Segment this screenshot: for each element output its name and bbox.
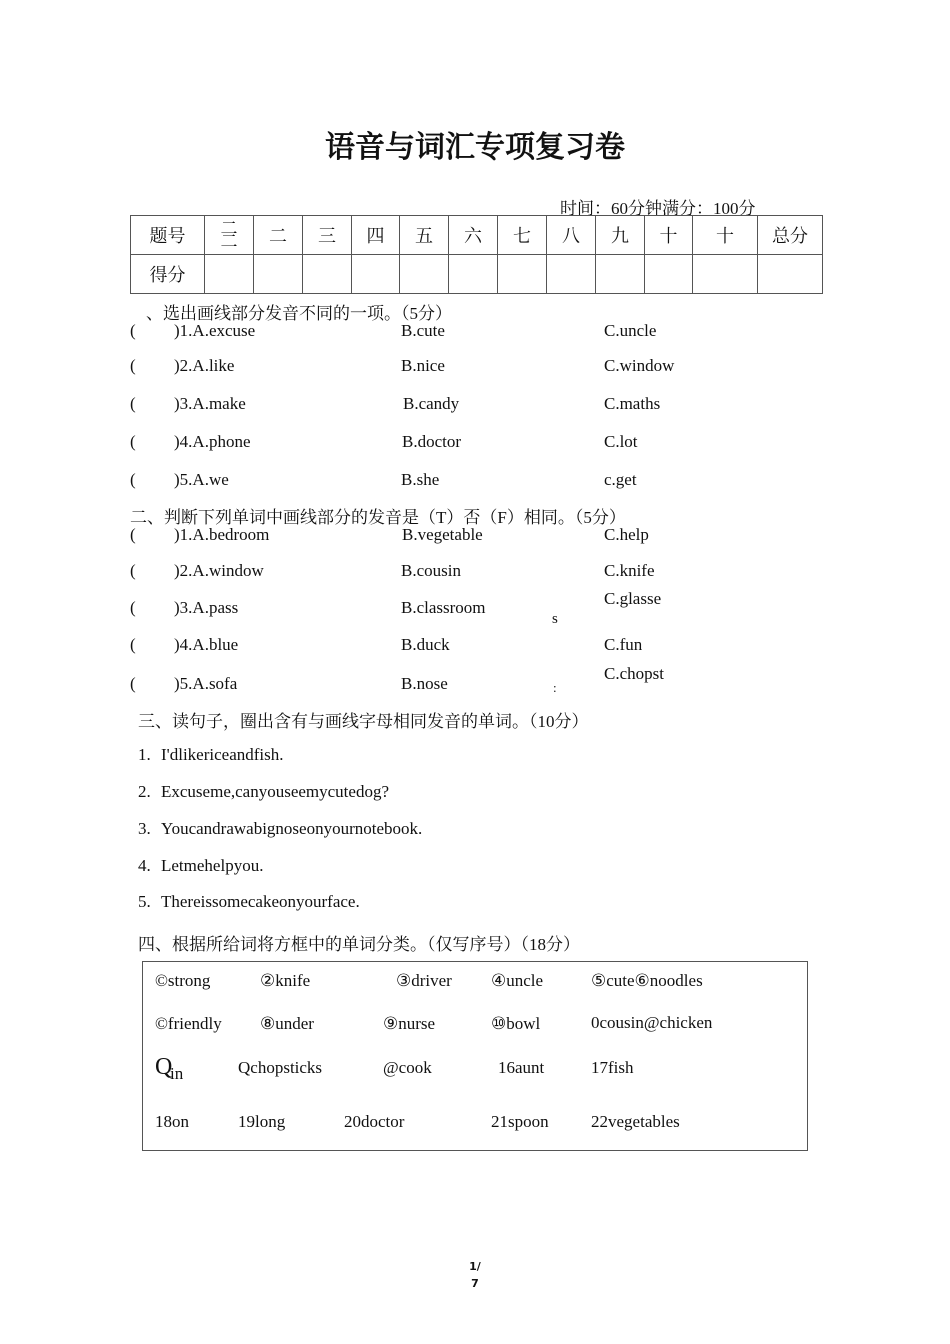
sentence-number: 4. xyxy=(138,856,151,875)
question-paren: ( xyxy=(130,674,136,693)
option-a: )5.A.sofa xyxy=(174,674,238,693)
page-total: 7 xyxy=(471,1277,479,1290)
question-paren: ( xyxy=(130,598,136,617)
word-item: 0cousin@chicken xyxy=(591,1013,713,1032)
option-a: )2.A.window xyxy=(174,561,264,580)
option-b: B.cute xyxy=(401,321,445,340)
word-item: 19long xyxy=(238,1112,286,1131)
word-item: 17fish xyxy=(591,1058,634,1077)
sentence-number: 2. xyxy=(138,782,151,801)
option-c: C.glasse xyxy=(604,589,662,608)
option-c: C.knife xyxy=(604,561,655,580)
word-item: 18on xyxy=(155,1112,189,1131)
option-a: )3.A.make xyxy=(174,394,246,413)
option-b: B.doctor xyxy=(402,432,462,451)
option-c: C.lot xyxy=(604,432,638,451)
option-b: B.nice xyxy=(401,356,445,375)
header-cell: 四 xyxy=(352,216,400,255)
score-cell[interactable] xyxy=(758,255,823,294)
header-cell: 题号 xyxy=(131,216,205,255)
section1-heading: 、选出画线部分发音不同的一项。（5分） xyxy=(146,304,452,323)
header-cell: 总分 xyxy=(758,216,823,255)
option-a: )5.A.we xyxy=(174,470,229,489)
question-paren: ( xyxy=(130,561,136,580)
option-c: C.chopst xyxy=(604,664,664,683)
word-item: ©strong xyxy=(155,971,211,990)
sentence-number: 1. xyxy=(138,745,151,764)
sentence-text: Letmehelpyou. xyxy=(161,856,264,875)
word-item: ②knife xyxy=(260,971,311,990)
word-item: in xyxy=(170,1064,184,1083)
header-cell: 五 xyxy=(400,216,449,255)
score-cell[interactable] xyxy=(449,255,498,294)
page-number: 1/ xyxy=(469,1260,481,1273)
option-b: B.classroom xyxy=(401,598,486,617)
option-c: C.maths xyxy=(604,394,661,413)
option-a: )2.A.like xyxy=(174,356,235,375)
header-cell: 十 xyxy=(693,216,758,255)
header-cell: 二 xyxy=(254,216,303,255)
header-cell: 七 xyxy=(498,216,547,255)
word-item: Qchopsticks xyxy=(238,1058,323,1077)
word-item: ③driver xyxy=(396,971,452,990)
question-paren: ( xyxy=(130,394,136,413)
word-item: ④uncle xyxy=(491,971,544,990)
score-table-score-row xyxy=(131,255,823,294)
section2-heading: 二、判断下列单词中画线部分的发音是（T）否（F）相同。（5分） xyxy=(130,508,626,527)
header-cell: 十 xyxy=(645,216,693,255)
score-table xyxy=(130,215,823,294)
question-paren: ( xyxy=(130,470,136,489)
question-paren: ( xyxy=(130,432,136,451)
sentence-text: Youcandrawabignoseonyournotebook. xyxy=(161,819,423,838)
option-a: )3.A.pass xyxy=(174,598,239,617)
header-cell: 三 xyxy=(303,216,352,255)
question-paren: ( xyxy=(130,356,136,375)
option-b: B.cousin xyxy=(401,561,461,580)
score-cell[interactable] xyxy=(303,255,352,294)
score-cell[interactable] xyxy=(693,255,758,294)
option-a: )1.A.excuse xyxy=(174,321,256,340)
header-cell: 六 xyxy=(449,216,498,255)
score-cell[interactable] xyxy=(645,255,693,294)
sentence-number: 3. xyxy=(138,819,151,838)
sentence-text: Thereissomecakeonyourface. xyxy=(161,892,360,911)
time-score-info: 时间：60分钟满分：100分 xyxy=(560,199,756,218)
sentence-text: I'dlikericeandfish. xyxy=(161,745,284,764)
word-item: ⑨nurse xyxy=(383,1014,436,1033)
option-a: )4.A.blue xyxy=(174,635,239,654)
question-paren: ( xyxy=(130,525,136,544)
word-item: 21spoon xyxy=(491,1112,549,1131)
score-cell[interactable] xyxy=(254,255,303,294)
option-b: B.she xyxy=(401,470,440,489)
option-c: C.uncle xyxy=(604,321,657,340)
score-table-header-row xyxy=(131,216,823,255)
sentence-text: Excuseme,canyouseemycutedog? xyxy=(161,782,389,801)
word-item: ⑩bowl xyxy=(491,1014,541,1033)
option-a: )1.A.bedroom xyxy=(174,525,270,544)
page-title: 语音与词汇专项复习卷 xyxy=(325,130,625,165)
header-cell: 九 xyxy=(596,216,645,255)
score-cell[interactable] xyxy=(596,255,645,294)
option-c: c.get xyxy=(604,470,637,489)
option-b: B.vegetable xyxy=(402,525,483,544)
section3-heading: 三、读句子，圈出含有与画线字母相同发音的单词。（10分） xyxy=(138,712,589,731)
option-a: )4.A.phone xyxy=(174,432,251,451)
score-cell[interactable] xyxy=(352,255,400,294)
word-item: 20doctor xyxy=(344,1112,405,1131)
score-cell[interactable] xyxy=(400,255,449,294)
word-item: 22vegetables xyxy=(591,1112,680,1131)
word-item-glyph: Q xyxy=(155,1054,173,1080)
score-cell[interactable] xyxy=(547,255,596,294)
header-cell: 八 xyxy=(547,216,596,255)
option-c: C.window xyxy=(604,356,675,375)
word-item: @cook xyxy=(383,1058,432,1077)
stray-mark: : xyxy=(553,680,557,695)
header-cell: 二 二 xyxy=(205,216,254,255)
question-paren: ( xyxy=(130,635,136,654)
score-cell[interactable] xyxy=(205,255,254,294)
option-c: C.fun xyxy=(604,635,643,654)
section4-heading: 四、根据所给词将方框中的单词分类。（仅写序号）（18分） xyxy=(138,935,580,954)
word-item: ©friendly xyxy=(155,1014,222,1033)
word-item: ⑤cute⑥noodles xyxy=(591,971,703,990)
option-b: B.nose xyxy=(401,674,448,693)
question-paren: ( xyxy=(130,321,136,340)
sentence-number: 5. xyxy=(138,892,151,911)
option-b: B.candy xyxy=(403,394,460,413)
score-cell[interactable] xyxy=(498,255,547,294)
stray-letter: s xyxy=(552,611,558,627)
word-item: 16aunt xyxy=(498,1058,545,1077)
score-row-label: 得分 xyxy=(131,255,205,294)
option-c: C.help xyxy=(604,525,649,544)
word-item: ⑧under xyxy=(260,1014,314,1033)
option-b: B.duck xyxy=(401,635,450,654)
